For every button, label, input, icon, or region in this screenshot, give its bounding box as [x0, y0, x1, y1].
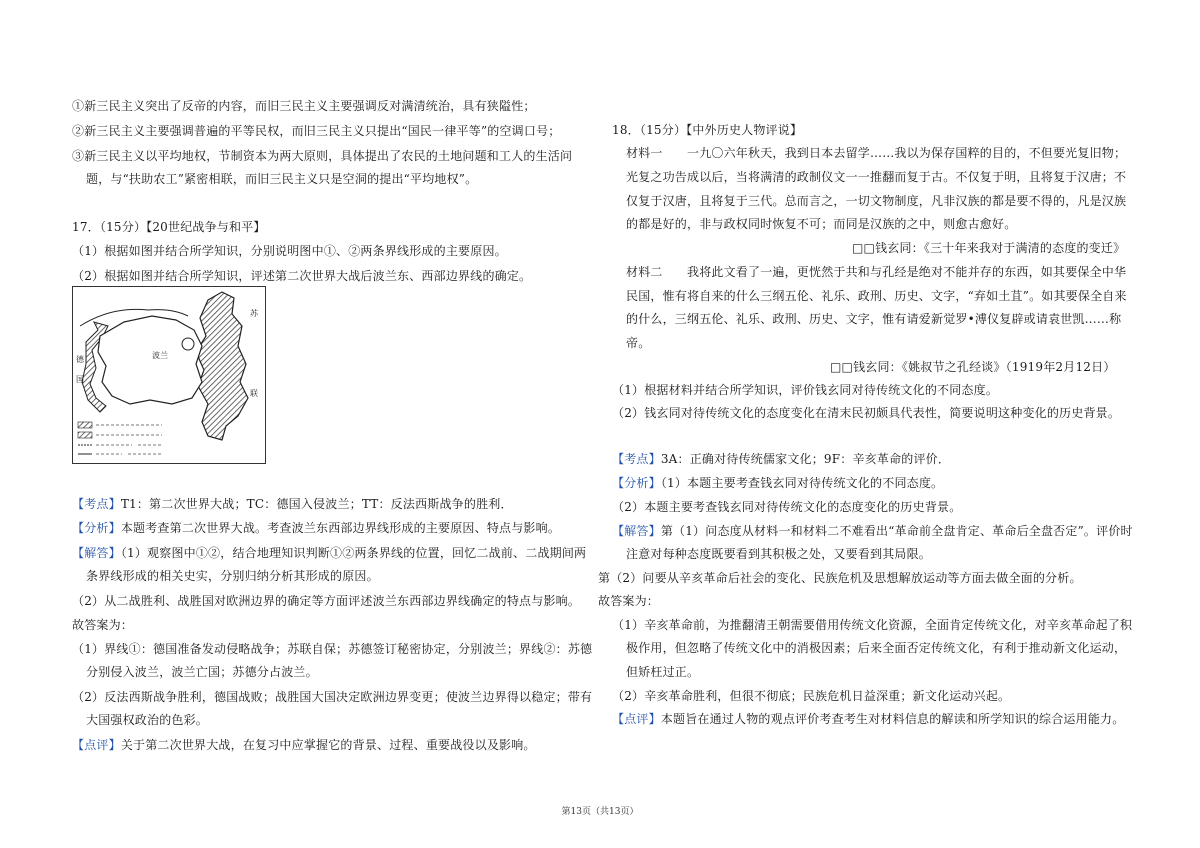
- q17-ans1a: （1）界线①：德国准备发动侵略战争；苏联自保；苏德签订秘密协定，分别波兰；界线②：苏德: [72, 642, 593, 656]
- fenxi-text-1: （1）本题主要考查钱玄同对待传统文化的不同态度。: [660, 476, 944, 490]
- fenxi-tag: 【分析】: [612, 476, 661, 490]
- q17-jieda-3: （2）从二战胜利、战胜国对欧洲边界的确定等方面评述波兰东西部边界线确定的特点与影响。: [72, 594, 581, 608]
- q18-m1-source: □□钱玄同：《三十年来我对于满清的态度的变迁》: [852, 241, 1126, 255]
- q18-fenxi: [612, 475, 943, 491]
- page-footer: 第13页（共13页）: [561, 807, 639, 817]
- map-label-east2: 联: [250, 389, 258, 398]
- q17-kaodian: [72, 496, 513, 512]
- jieda-tag: 【解答】: [612, 524, 661, 538]
- prev-item-2: ②新三民主义主要强调普遍的平等民权，而旧三民主义只提出“国民一律平等”的空调口号；: [72, 124, 561, 138]
- q18-m1c: 仅复于汉唐，且将复于三代。总而言之，一切文物制度，凡非汉族的都是要不得的，凡是汉族: [626, 194, 1127, 208]
- map-label-west2: 国: [76, 375, 84, 384]
- q18-kaodian: [612, 451, 950, 467]
- prev-item-3-cont: 题，与“扶助农工”紧密相联，而旧三民主义只是空洞的提出“平均地权”。: [86, 172, 478, 186]
- q17-sub1: （1）根据如图并结合所学知识，分别说明图中①、②两条界线形成的主要原因。: [72, 244, 507, 258]
- dianping-tag: 【点评】: [612, 712, 661, 726]
- q17-title: 17．（15分）【20世纪战争与和平】: [72, 220, 266, 234]
- q18-m2b: 民国，惟有将自来的什么三纲五伦、礼乐、政刑、历史、文字，“弃如土苴”。如其要保全自来: [626, 289, 1127, 303]
- kaodian-tag: 【考点】: [612, 452, 661, 466]
- q17-jieda: [72, 545, 586, 561]
- q17-dianping: [72, 737, 536, 753]
- q18-m2c: 的什么，三纲五伦、礼乐、政刑、历史、文字，惟有请爱新觉罗•溥仪复辟或请袁世凯……称: [626, 312, 1122, 326]
- prev-item-1: ①新三民主义突出了反帝的内容，而旧三民主义主要强调反对满清统治，具有狭隘性；: [72, 99, 536, 113]
- jieda-text-1: （1）观察图中①②，结合地理知识判断①②两条界线的位置，回忆二战前、二战期间两: [120, 546, 587, 560]
- map-label-west1: 德: [76, 355, 84, 364]
- q18-m2a: 材料二 我将此文看了一遍，更恍然于共和与孔经是绝对不能并存的东西，如其要保全中华: [626, 265, 1127, 279]
- q18-sub2: （2）钱玄同对待传统文化的态度变化在清末民初颇具代表性，简要说明这种变化的历史背景。: [612, 406, 1121, 420]
- q18-m2-source: □□钱玄同：《姚叔节之孔经谈》（1919年2月12日）: [830, 360, 1116, 374]
- dianping-tag: 【点评】: [72, 738, 121, 752]
- q18-title: 18．（15分）【中外历史人物评说】: [612, 123, 803, 137]
- poland-outline: [98, 316, 202, 404]
- q17-jieda-2: 条界线形成的相关史实，分别归纳分析其形成的原因。: [86, 569, 379, 583]
- q17-answer-label: 故答案为：: [72, 618, 134, 632]
- fenxi-tag: 【分析】: [72, 521, 121, 535]
- q18-ans2: （2）辛亥革命胜利，但很不彻底；民族危机日益深重；新文化运动兴起。: [612, 689, 1011, 703]
- q17-fenxi: [72, 520, 560, 536]
- kaodian-tag: 【考点】: [72, 497, 121, 511]
- fenxi-text: 本题考查第二次世界大战。考查波兰东西部边界线形成的主要原因、特点与影响。: [120, 521, 561, 535]
- poland-border-map: [72, 286, 266, 464]
- q18-m1a: 材料一 一九〇六年秋天，我到日本去留学……我以为保存国粹的目的，不但要光复旧物；: [626, 146, 1127, 160]
- prev-item-3: ③新三民主义以平均地权，节制资本为两大原则，具体提出了农民的土地问题和工人的生活问: [72, 149, 573, 163]
- kaodian-text: 3A：正确对待传统儒家文化；9F：辛亥革命的评价．: [660, 452, 951, 466]
- region-marker: [182, 338, 194, 350]
- q17-ans2b: 大国强权政治的色彩。: [86, 713, 209, 727]
- q18-sub1: （1）根据材料并结合所学知识，评价钱玄同对待传统文化的不同态度。: [612, 383, 999, 397]
- dianping-text: 本题旨在通过人物的观点评价考查考生对材料信息的解读和所学知识的综合运用能力。: [660, 712, 1125, 726]
- q18-jieda-3: 第（2）问要从辛亥革命后社会的变化、民族危机及思想解放运动等方面去做全面的分析。: [598, 571, 1082, 585]
- q18-ans1a: （1）辛亥革命前，为推翻清王朝需要借用传统文化资源，全面肯定传统文化，对辛亥革命起了积: [612, 618, 1133, 632]
- q18-jieda-2: 注意对每种态度既要看到其积极之处，又要看到其局限。: [626, 547, 932, 561]
- q18-m1b: 光复之功告成以后，当将满清的政制仪文一一推翻而复于古。不仅复于明，且将复于汉唐；不: [626, 170, 1127, 184]
- q18-dianping: [612, 711, 1124, 727]
- q18-ans1b: 极作用，但忽略了传统文化中的消极因素；后来全面否定传统文化，有利于推动新文化运动，: [626, 641, 1127, 655]
- q18-m2d: 帝。: [626, 336, 651, 350]
- q18-ans1c: 但矫枉过正。: [626, 665, 700, 679]
- q17-sub2: （2）根据如图并结合所学知识，评述第二次世界大战后波兰东、西部边界线的确定。: [72, 269, 532, 283]
- q18-fenxi-2: （2）本题主要考查钱玄同对待传统文化的态度变化的历史背景。: [612, 500, 962, 514]
- map-label-poland: 波兰: [152, 351, 168, 360]
- q18-m1d: 的都是好的，非与政权同时恢复不可；而同是汉族的之中，则愈古愈好。: [626, 217, 1017, 231]
- map-label-east1: 苏: [250, 309, 258, 318]
- jieda-text-1: 第（1）问态度从材料一和材料二不难看出“革命前全盘肯定、革命后全盘否定”。评价时: [660, 524, 1133, 538]
- q18-answer-label: 故答案为：: [598, 594, 660, 608]
- jieda-tag: 【解答】: [72, 546, 121, 560]
- dianping-text: 关于第二次世界大战，在复习中应掌握它的背景、过程、重要战役以及影响。: [120, 738, 536, 752]
- q18-jieda: [612, 523, 1133, 539]
- kaodian-text: T1：第二次世界大战；TC：德国入侵波兰；TT：反法西斯战争的胜利．: [120, 497, 513, 511]
- q17-ans1b: 分别侵入波兰，波兰亡国；苏德分占波兰。: [86, 665, 318, 679]
- q17-ans2a: （2）反法西斯战争胜利，德国战败；战胜国大国决定欧洲边界变更；使波兰边界得以稳定；带有: [72, 690, 593, 704]
